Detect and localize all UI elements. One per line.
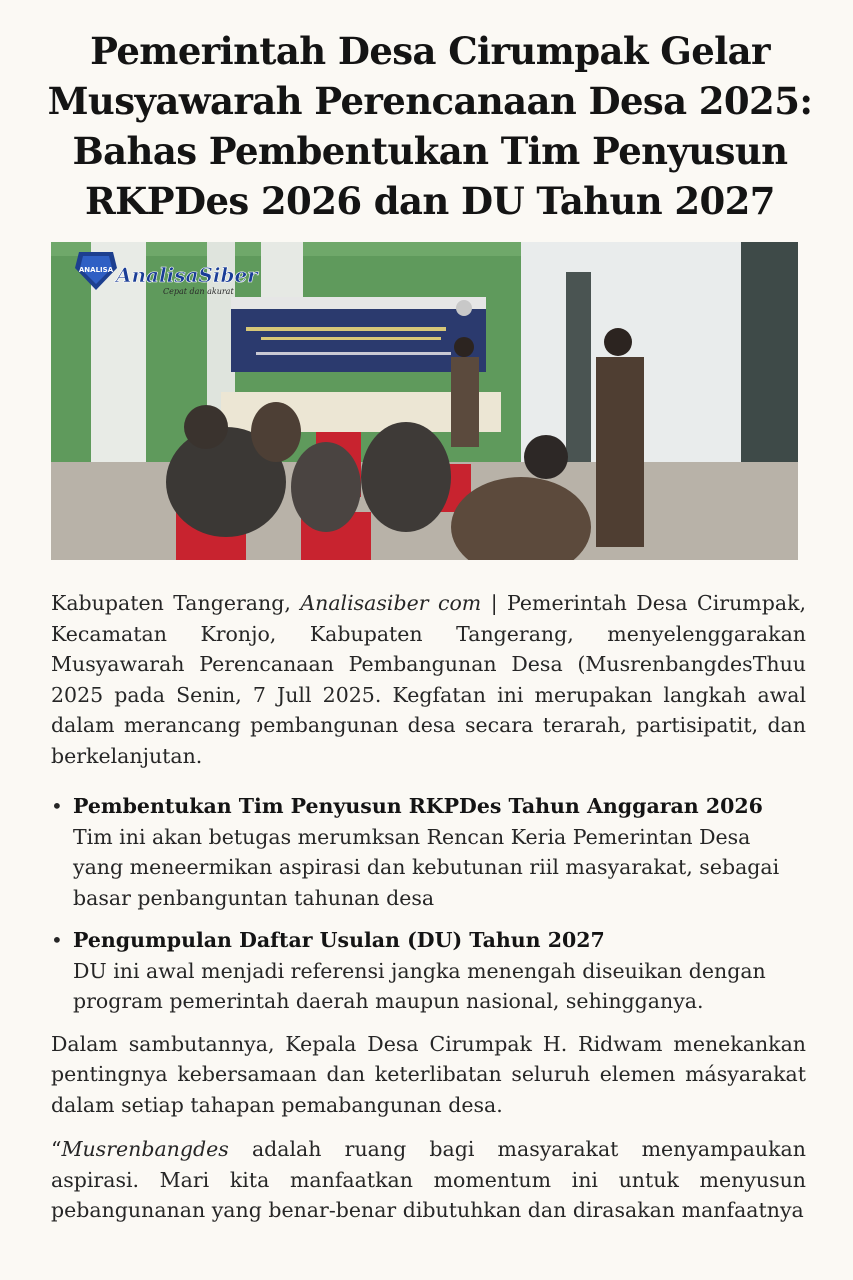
logo-text: AnalisaSiber xyxy=(116,263,258,287)
agenda-item-description: Tim ini akan betugas merumksan Rencan Keria Pemerintan Desa yang meneermikan aspirasi dan kebutunan riil masyarakat, sebagai basar penbanguntan tahunan desa xyxy=(73,824,780,910)
bullet-icon: • xyxy=(51,794,63,818)
article-body xyxy=(51,588,806,1226)
agenda-item-title: Pengumpulan Daftar Usulan (DU) Tahun 2027 xyxy=(73,928,605,952)
article-photo xyxy=(51,242,798,560)
logo-badge-text: ANALISA xyxy=(78,266,114,274)
lead-source: Analisasiber com xyxy=(300,591,482,615)
quote-paragraph xyxy=(51,1134,806,1226)
agenda-list xyxy=(51,791,806,1017)
quote-emphasis: Musrenbangdes xyxy=(61,1137,229,1161)
quote-text: adalah ruang bagi masyarakat menyampaukan aspirasi. Mari kita manfaatkan momentum ini untuk menyusun pebangunanan yang benar-benar dibutuhkan dan dirasakan manfaatnya xyxy=(51,1137,806,1222)
bullet-icon: • xyxy=(51,928,63,952)
lead-text: | Pemerintah Desa Cirumpak, Kecamatan Kronjo, Kabupaten Tangerang, menyelenggarakan Musyawarah Perencanaan Pembangunan Desa (MusrenbangdesThuu 2025 pada Senin, 7 Jull 2025. Kegfatan ini merupakan langkah awal dalam merancang pembangunan desa secara terarah, partisipatit, dan berkelanjutan. xyxy=(51,591,807,768)
logo-tagline: Cepat dan akurat xyxy=(163,287,234,296)
lead-paragraph xyxy=(51,588,806,771)
agenda-item-description: DU ini awal menjadi referensi jangka menengah diseuikan dengan program pemerintah daerah maupun nasional, sehingganya. xyxy=(73,958,766,1013)
agenda-item xyxy=(51,925,806,1017)
agenda-item xyxy=(51,791,806,913)
open-quote: “ xyxy=(51,1137,62,1161)
lead-location: Kabupaten Tangerang, xyxy=(51,591,301,615)
speech-paragraph: Dalam sambutannya, Kepala Desa Cirumpak H. Ridwam menekankan pentingnya kebersamaan dan keterlibatan seluruh elemen másyarakat dalam setiap tahapan pemabangunan desa. xyxy=(51,1031,806,1117)
agenda-item-title: Pembentukan Tim Penyusun RKPDes Tahun Anggaran 2026 xyxy=(73,794,763,818)
article-title: Pemerintah Desa Cirumpak Gelar Musyawarah Perencanaan Desa 2025: Bahas Pembentukan Tim Penyusun RKPDes 2026 dan DU Tahun 2027 xyxy=(47,29,813,223)
meeting-photo-illustration xyxy=(51,242,798,560)
